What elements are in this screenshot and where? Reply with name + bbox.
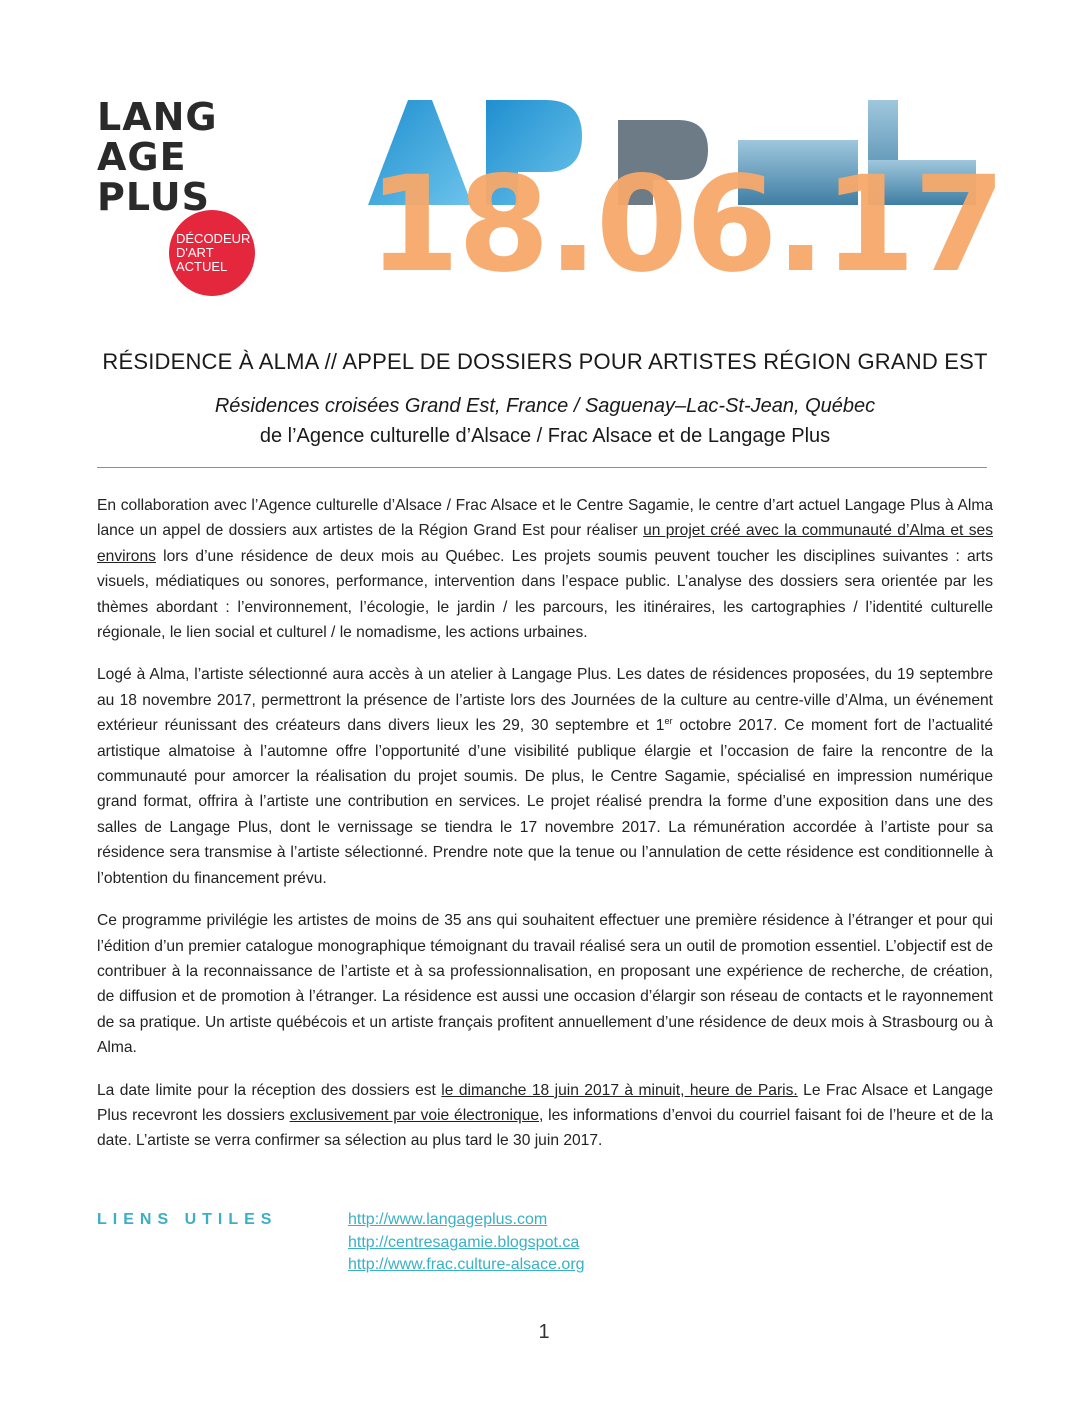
link-frac-alsace[interactable]: http://www.frac.culture-alsace.org [348,1256,585,1273]
badge-line-1: DÉCODEUR [176,231,251,246]
langage-plus-logo [97,97,259,297]
body-text [97,493,993,1171]
logo-line-2: AGE [97,135,187,179]
p2-superscript: er [664,716,673,727]
links-label: LIENS UTILES [97,1211,278,1228]
subtitle-residences: Résidences croisées Grand Est, France / Saguenay–Lac-St-Jean, Québec [214,395,876,417]
paragraph-3: Ce programme privilégie les artistes de moins de 35 ans qui souhaitent effectuer une première résidence à l’étranger et pour qui l’édition d’un premier catalogue monographique témoignant du travail réalisé sera un outil de promotion essentiel. L’objectif est de contribuer à la reconnaissance de l’artiste et à sa professionnalisation, en proposant une expérience de recherche, de création, de diffusion et de promotion à l’étranger. La résidence est aussi une occasion d’élargir son réseau de contacts et le rayonnement de sa pratique. Un artiste québécois et un artiste français profitent annuellement d’une résidence de deux mois à Strasbourg ou à Alma. [97,912,993,1057]
logo-line-3: PLUS [97,175,210,219]
p2-text-a: Logé à Alma, l’artiste sélectionné aura accès à un atelier à Langage Plus. Les dates de résidences proposées, du 19 septembre au 18 novembre 2017, permettront la présence de l’artiste lors des Journées de la culture au centre-ville d’Alma, un événement extérieur réunissant des créateurs dans divers lieux les 29, 30 septembre et 1 [97,666,993,735]
paragraph-1 [97,493,993,645]
subtitle-partners: de l’Agence culturelle d’Alsace / Frac Alsace et de Langage Plus [259,425,831,447]
page-title: RÉSIDENCE À ALMA // APPEL DE DOSSIERS POUR ARTISTES RÉGION GRAND EST [102,349,988,374]
logo-line-1: LANG [97,95,218,139]
paragraph-2 [97,662,993,891]
p4-deadline: le dimanche 18 juin 2017 à minuit, heure de Paris. [441,1081,798,1099]
p2-text-b: octobre 2017. Ce moment fort de l’actualité artistique almatoise à l’automne offre l’opportunité d’une visibilité publique élargie et l’occasion de faire la rencontre de la communauté pour amorcer la réalisation du projet soumis. De plus, le Centre Sagamie, spécialisé en impression numérique grand format, offrira à l’artiste une contribution en services. Le projet réalisé prendra la forme d’une exposition dans une des salles de Langage Plus, dont le vernissage se tiendra le 17 novembre 2017. La rémunération accordée à l’artiste pour sa résidence sera transmise à l’artiste sélectionné. Prendre note que la tenue ou l’annulation de cette résidence est conditionnelle à l’obtention du financement prévu. [97,717,993,887]
p4-electronic: exclusivement par voie électronique [289,1106,539,1124]
p1-underlined: un projet créé avec la communauté d’Alma et ses environs [97,522,993,565]
banner-date: 18.06.17 [368,148,1004,302]
p4-text-a: La date limite pour la réception des dossiers est [97,1081,442,1099]
appel-banner [368,100,1004,302]
badge-line-2: D'ART [176,245,214,260]
link-centresagamie[interactable]: http://centresagamie.blogspot.ca [348,1233,580,1251]
p1-text-a: En collaboration avec l’Agence culturelle d’Alsace / Frac Alsace et le Centre Sagamie, le centre d’art actuel Langage Plus à Alma lance un appel de dossiers aux artistes de la Région Grand Est pour réaliser [97,497,993,540]
link-langageplus[interactable]: http://www.langageplus.com [348,1211,548,1228]
links-list [348,1209,585,1277]
page-number: 1 [538,1321,550,1343]
logo-badge [169,210,255,296]
divider [97,467,987,468]
p4-text-b: Le Frac Alsace et Langage Plus recevront les dossiers [97,1081,993,1124]
badge-line-3: ACTUEL [176,259,228,274]
p1-text-b: lors d’une résidence de deux mois au Québec. Les projets soumis peuvent toucher les disciplines suivantes : arts visuels, médiatiques ou sonores, performance, intervention dans l’espace public. L’analyse des dossiers sera orientée par les thèmes abordant : l’environnement, l’écologie, le jardin / les parcours, les itinéraires, les cartographies / l’identité culturelle régionale, le lien social et culturel / le nomadisme, les actions urbaines. [97,547,993,642]
p4-text-c: , les informations d’envoi du courriel faisant foi de l’heure et de la date. L’artiste se verra confirmer sa sélection au plus tard le 30 juin 2017. [97,1106,993,1150]
paragraph-4 [97,1078,993,1154]
